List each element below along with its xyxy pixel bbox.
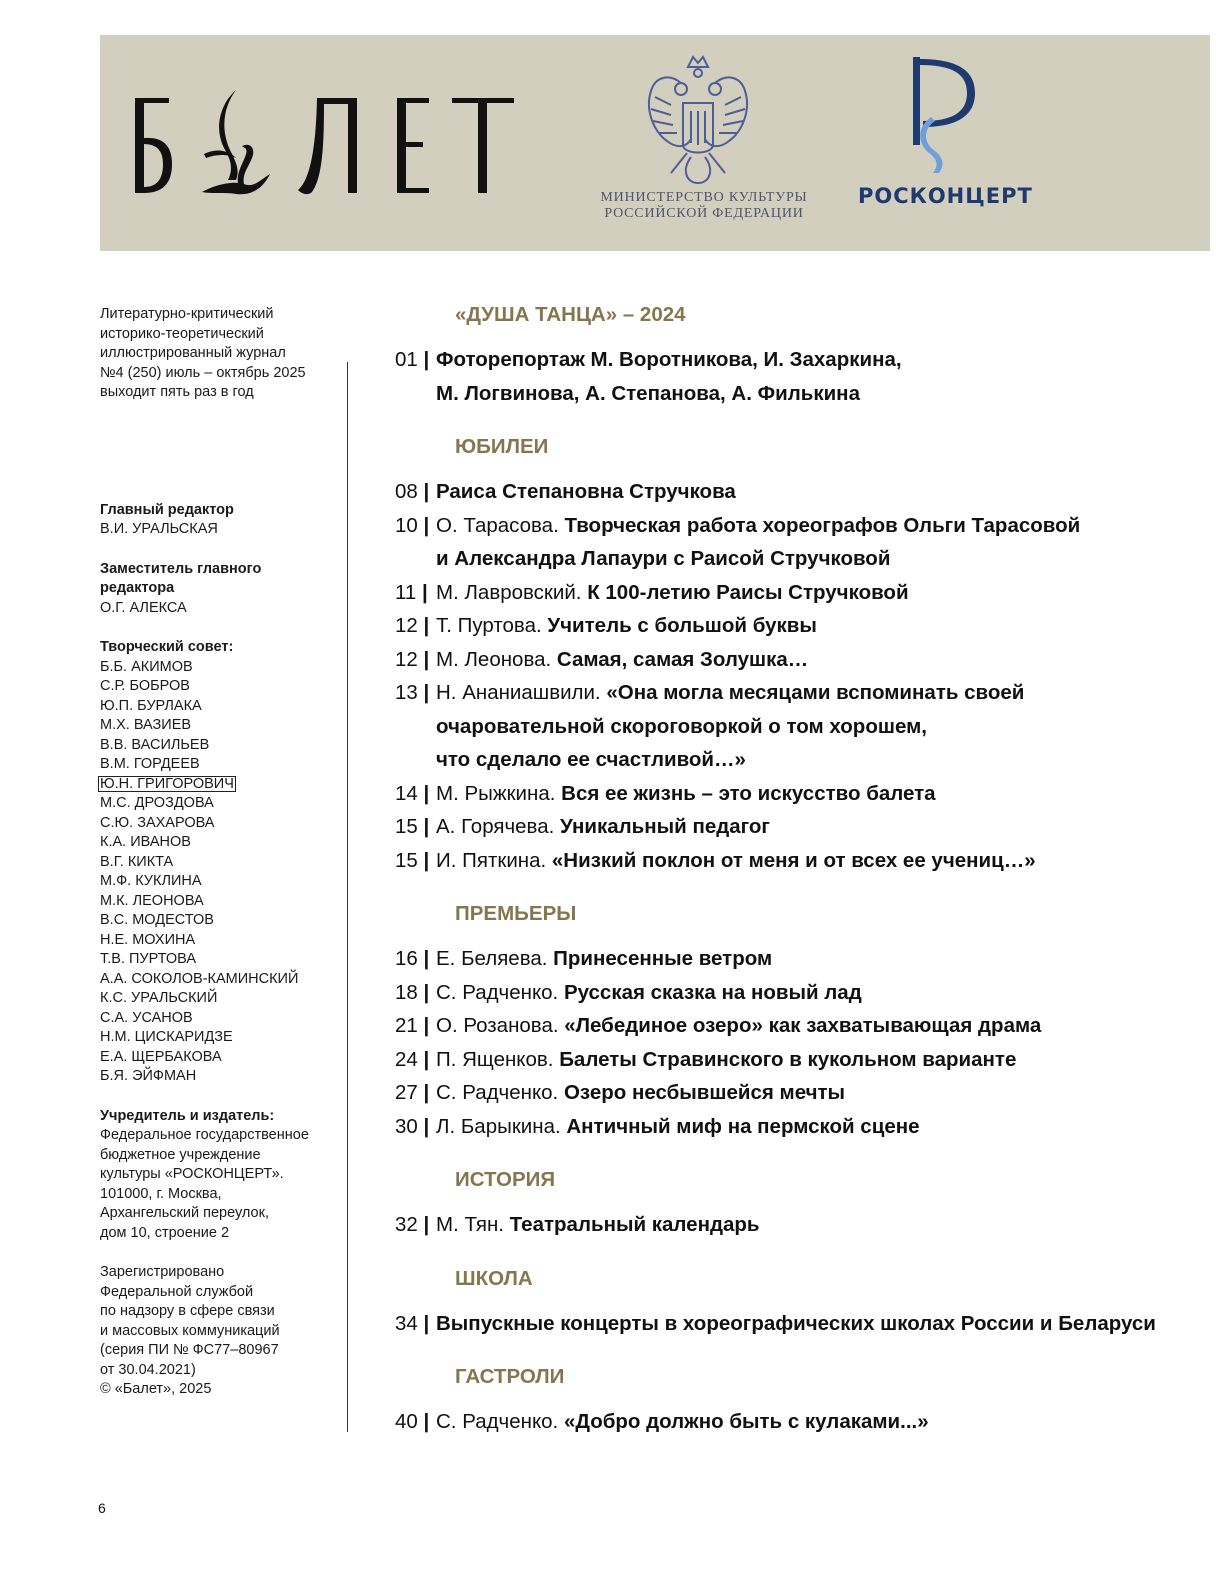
separator-bar: |	[417, 480, 430, 503]
council-member: К.С. УРАЛЬСКИЙ	[100, 990, 218, 1006]
separator-bar: |	[417, 1410, 430, 1433]
publisher-label: Учредитель и издатель:	[100, 1107, 275, 1124]
council-member: А.А. СОКОЛОВ-КАМИНСКИЙ	[100, 970, 299, 987]
toc-entry[interactable]	[395, 976, 1195, 1010]
entry-page	[395, 1009, 436, 1043]
toc-entry[interactable]	[395, 1110, 1195, 1144]
separator-bar: |	[417, 647, 430, 671]
entry-author: Т. Пуртова.	[436, 614, 542, 637]
entry-title: Учитель с большой буквы	[547, 614, 817, 637]
imprint-sidebar	[100, 305, 340, 1400]
entry-page-number: 08	[395, 480, 418, 503]
entry-title: Театральный календарь	[509, 1213, 760, 1236]
entry-page	[395, 976, 436, 1010]
page-number: 6	[98, 1500, 106, 1516]
council-member: С.А. УСАНОВ	[100, 1009, 193, 1026]
toc-section	[395, 300, 1195, 410]
entry-page	[395, 1208, 436, 1242]
council-member: Н.Е. МОХИНА	[100, 931, 196, 948]
toc-entry[interactable]	[395, 1076, 1195, 1110]
entry-page-number: 34	[395, 1311, 418, 1335]
entry-page	[395, 475, 436, 509]
entry-title-continuation: что сделало ее счастливой…»	[436, 748, 746, 771]
separator-bar: |	[417, 614, 430, 637]
column-divider	[347, 362, 348, 1432]
section-heading: ПРЕМЬЕРЫ	[455, 902, 577, 925]
toc-section	[395, 899, 1195, 1143]
separator-bar: |	[417, 1081, 430, 1104]
deputy-label: Заместитель главного редактора	[100, 560, 262, 596]
toc-section	[395, 1264, 1195, 1341]
entry-page-number: 16	[395, 947, 418, 970]
entry-title: Выпускные концерты в хореографических школах России и Беларуси	[436, 1311, 1156, 1335]
entry-page	[395, 343, 436, 377]
council-member: Е.А. ЩЕРБАКОВА	[100, 1048, 222, 1065]
entry-title: К 100-летию Раисы Стручковой	[587, 580, 909, 604]
entry-author: И. Пяткина.	[436, 848, 547, 872]
entry-page-number: 15	[395, 848, 418, 872]
toc-entry[interactable]	[395, 643, 1195, 677]
entry-page	[395, 509, 436, 543]
entry-title: «Она могла месяцами вспоминать своей	[606, 681, 1025, 704]
council-member: М.С. ДРОЗДОВА	[100, 795, 214, 811]
rosconcert-logo-mark	[905, 55, 985, 175]
toc-section	[395, 432, 1195, 877]
entry-author: О. Тарасова.	[436, 513, 559, 537]
entry-title: Творческая работа хореографов Ольги Тарасовой	[564, 513, 1081, 537]
entry-author: М. Рыжкина.	[436, 781, 556, 805]
council-member: Т.В. ПУРТОВА	[100, 951, 197, 967]
separator-bar: |	[417, 1213, 430, 1236]
toc-entry[interactable]	[395, 1009, 1195, 1043]
chief-editor: В.И. УРАЛЬСКАЯ	[100, 521, 218, 537]
entry-page-number: 21	[395, 1014, 418, 1037]
toc-section	[395, 1165, 1195, 1242]
entry-page	[395, 1043, 436, 1077]
entry-author: П. Ященков.	[436, 1047, 554, 1071]
entry-author: С. Радченко.	[436, 1081, 559, 1104]
entry-author: Е. Беляева.	[436, 947, 548, 970]
separator-bar: |	[417, 1047, 430, 1071]
council-member: С.Ю. ЗАХАРОВА	[100, 814, 215, 831]
entry-page-number: 18	[395, 980, 418, 1004]
entry-page	[395, 609, 436, 643]
entry-page-number: 30	[395, 1114, 418, 1138]
toc-entry[interactable]	[395, 942, 1195, 976]
council-member: Б.Я. ЭЙФМАН	[100, 1068, 197, 1084]
separator-bar: |	[417, 980, 430, 1004]
entry-page-number: 12	[395, 614, 418, 637]
council-member: Ю.П. БУРЛАКА	[100, 697, 202, 714]
entry-title: Озеро несбывшейся мечты	[563, 1081, 846, 1104]
toc-entry[interactable]	[395, 777, 1195, 811]
separator-bar: |	[417, 681, 430, 704]
entry-author: М. Тян.	[436, 1213, 504, 1236]
separator-bar: |	[417, 348, 430, 371]
entry-title: Раиса Степановна Стручкова	[436, 480, 736, 503]
entry-page	[395, 676, 436, 710]
section-heading: ГАСТРОЛИ	[455, 1365, 565, 1388]
council-member: В.М. ГОРДЕЕВ	[100, 756, 200, 772]
entry-title: Балеты Стравинского в кукольном варианте	[559, 1047, 1017, 1071]
toc-entry[interactable]	[395, 676, 1195, 777]
entry-author: О. Розанова.	[436, 1014, 559, 1037]
toc-entry[interactable]	[395, 810, 1195, 844]
council-member: М.Х. ВАЗИЕВ	[100, 717, 192, 733]
entry-title: Античный миф на пермской сцене	[566, 1114, 920, 1138]
entry-title-continuation: очаровательной скороговоркой о том хорошем,	[436, 714, 927, 738]
toc-entry[interactable]	[395, 609, 1195, 643]
council-member	[100, 775, 340, 795]
toc-entry[interactable]	[395, 343, 1195, 410]
council-member: Н.М. ЦИСКАРИДЗЕ	[100, 1029, 233, 1045]
council-list	[100, 658, 340, 1087]
double-headed-eagle-icon	[641, 53, 756, 188]
entry-page	[395, 1307, 436, 1341]
entry-page	[395, 942, 436, 976]
section-heading: ЮБИЛЕИ	[455, 435, 549, 458]
council-label: Творческий совет:	[100, 639, 234, 655]
chief-editor-label: Главный редактор	[100, 501, 234, 518]
entry-author: М. Лавровский.	[436, 580, 582, 604]
entry-title: «Низкий поклон от меня и от всех ее учениц…»	[551, 848, 1036, 872]
toc-entry[interactable]	[395, 1307, 1195, 1341]
balet-logo	[132, 88, 517, 200]
entry-title: «Лебединое озеро» как захватывающая драма	[564, 1014, 1042, 1037]
entry-page-number: 10	[395, 513, 418, 537]
table-of-contents	[395, 300, 1195, 1439]
entry-page-number: 13	[395, 681, 418, 704]
entry-page-number: 27	[395, 1081, 418, 1104]
entry-title: Вся ее жизнь – это искусство балета	[561, 781, 936, 805]
council-member-memorial: Ю.Н. ГРИГОРОВИЧ	[100, 775, 234, 792]
entry-author: С. Радченко.	[436, 980, 559, 1004]
toc-entry[interactable]	[395, 1208, 1195, 1242]
section-heading: «ДУША ТАНЦА» – 2024	[455, 303, 686, 326]
entry-page-number: 12	[395, 647, 418, 671]
entry-page	[395, 844, 436, 878]
entry-author: С. Радченко.	[436, 1410, 559, 1433]
council-member: М.К. ЛЕОНОВА	[100, 892, 204, 909]
council-member: К.А. ИВАНОВ	[100, 834, 191, 850]
entry-title-continuation: и Александра Лапаури с Раисой Стручковой	[436, 547, 891, 570]
separator-bar: |	[417, 513, 430, 537]
toc-entry[interactable]	[395, 475, 1195, 509]
journal-intro: Литературно-критический историко-теоретический иллюстрированный журнал №4 (250) июль – октябрь 2025 выходит пять раз в год	[100, 306, 306, 400]
entry-author: Н. Ананиашвили.	[436, 681, 601, 704]
council-member: В.В. ВАСИЛЬЕВ	[100, 736, 210, 753]
separator-bar: |	[417, 848, 430, 872]
entry-title: «Добро должно быть с кулаками...»	[563, 1410, 929, 1433]
toc-entry[interactable]	[395, 1405, 1195, 1439]
entry-author: Л. Барыкина.	[436, 1114, 561, 1138]
entry-page	[395, 1405, 436, 1439]
council-member: В.С. МОДЕСТОВ	[100, 912, 214, 928]
toc-entry[interactable]	[395, 576, 1195, 610]
entry-title: Фоторепортаж М. Воротникова, И. Захаркина,	[436, 348, 902, 371]
entry-title-continuation: М. Логвинова, А. Степанова, А. Филькина	[436, 381, 860, 405]
entry-page-number: 01	[395, 348, 418, 371]
section-heading: ШКОЛА	[455, 1266, 533, 1290]
council-member: С.Р. БОБРОВ	[100, 678, 190, 694]
publisher-info: Федеральное государственное бюджетное учреждение культуры «РОСКОНЦЕРТ». 101000, г. Москва, Архангельский переулок, дом 10, строение 2	[100, 1127, 309, 1241]
entry-page	[395, 777, 436, 811]
council-member: В.Г. КИКТА	[100, 853, 174, 870]
rosconcert-wordmark: РОСКОНЦЕРТ	[858, 184, 1033, 208]
entry-author: М. Леонова.	[436, 647, 552, 671]
entry-page-number: 32	[395, 1213, 418, 1236]
separator-bar: |	[417, 947, 430, 970]
entry-author: А. Горячева.	[436, 815, 555, 838]
entry-page-number: 11	[395, 580, 417, 604]
separator-bar: |	[417, 815, 430, 838]
entry-page	[395, 643, 436, 677]
entry-page	[395, 1076, 436, 1110]
entry-page-number: 14	[395, 781, 418, 805]
entry-page	[395, 1110, 436, 1144]
entry-page-number: 40	[395, 1410, 418, 1433]
separator-bar: |	[417, 781, 430, 805]
entry-page	[395, 810, 436, 844]
section-heading: ИСТОРИЯ	[455, 1168, 556, 1191]
council-member: М.Ф. КУКЛИНА	[100, 873, 202, 889]
entry-page	[395, 576, 436, 610]
entry-title: Русская сказка на новый лад	[563, 980, 862, 1004]
entry-title: Принесенные ветром	[553, 947, 773, 970]
entry-title: Самая, самая Золушка…	[556, 647, 809, 671]
separator-bar: |	[416, 580, 428, 604]
separator-bar: |	[417, 1311, 430, 1335]
toc-section	[395, 1362, 1195, 1439]
toc-entry[interactable]	[395, 844, 1195, 878]
registration-info: Зарегистрировано Федеральной службой по надзору в сфере связи и массовых коммуникаций (серия ПИ № ФС77–80967 от 30.04.2021) © «Балет», 2025	[100, 1264, 280, 1397]
toc-entry[interactable]	[395, 1043, 1195, 1077]
toc-entry[interactable]	[395, 509, 1195, 576]
separator-bar: |	[417, 1014, 430, 1037]
deputy-editor: О.Г. АЛЕКСА	[100, 599, 187, 616]
council-member: Б.Б. АКИМОВ	[100, 658, 193, 675]
ministry-name: МИНИСТЕРСТВО КУЛЬТУРЫ РОССИЙСКОЙ ФЕДЕРАЦИИ	[600, 190, 808, 221]
separator-bar: |	[417, 1114, 430, 1138]
entry-title: Уникальный педагог	[560, 815, 770, 838]
entry-page-number: 24	[395, 1047, 418, 1071]
entry-page-number: 15	[395, 815, 418, 838]
